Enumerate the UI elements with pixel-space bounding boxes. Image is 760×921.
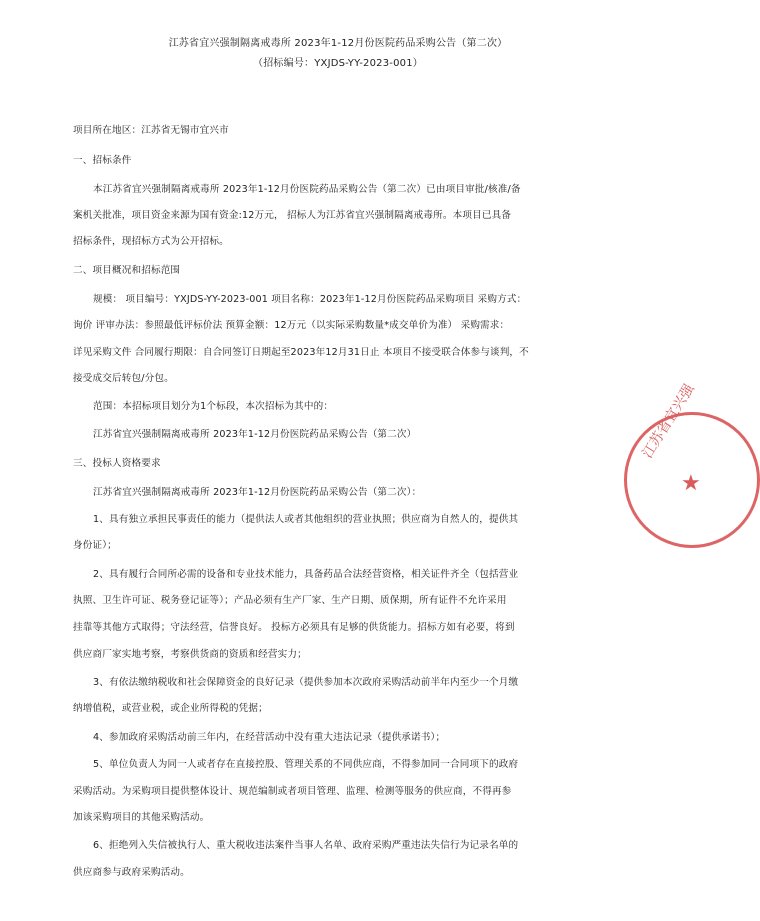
paragraph-line: 加该采购项目的其他采购活动。	[73, 812, 210, 823]
paragraph-line: 3、有依法缴纳税收和社会保障资金的良好记录（提供参加本次政府采购活动前半年内至少一个月缴	[93, 677, 519, 688]
paragraph-line: 招标条件，现招标方式为公开招标。	[73, 236, 229, 247]
paragraph-line: 供应商厂家实地考察，考察供货商的资质和经营实力；	[73, 649, 307, 660]
paragraph-line: 挂靠等其他方式取得；守法经营，信誉良好。 投标方必须具有足够的供货能力。招标方如有必要，将到	[73, 622, 515, 633]
paragraph-line: 纳增值税，或营业税，或企业所得税的凭据；	[73, 703, 268, 714]
section-heading-2: 二、项目概况和招标范围	[73, 265, 181, 276]
section-heading-1: 一、招标条件	[73, 155, 132, 166]
paragraph-line: 身份证）；	[73, 540, 117, 551]
paragraph-line: 江苏省宜兴强制隔离戒毒所 2023年1-12月份医院药品采购公告（第二次）：	[93, 487, 422, 498]
document-title: 江苏省宜兴强制隔离戒毒所 2023年1-12月份医院药品采购公告（第二次）	[168, 38, 508, 49]
seal-text: 江苏省宜兴强	[639, 381, 698, 462]
paragraph-line: 6、拒绝列入失信被执行人、重大税收违法案件当事人名单、政府采购严重违法失信行为记录名单的	[93, 840, 519, 851]
paragraph-line: 供应商参与政府采购活动。	[73, 867, 190, 878]
paragraph-line: 4、参加政府采购活动前三年内，在经营活动中没有重大违法记录（提供承诺书）；	[93, 732, 446, 743]
paragraph-line: 接受成交后转包/分包。	[73, 373, 174, 384]
paragraph-line: 采购活动。为采购项目提供整体设计、规范编制或者项目管理、监理、检测等服务的供应商，不得再参	[73, 786, 512, 797]
bid-number: （招标编号：YXJDS-YY-2023-001）	[253, 58, 423, 69]
seal-star-icon: ★	[681, 471, 701, 496]
paragraph-line: 范围：本招标项目划分为1个标段，本次招标为其中的：	[93, 401, 334, 412]
paragraph-line: 详见采购文件 合同履行期限：自合同签订日期起至2023年12月31日止 本项目不接受联合体参与谈判，不	[73, 347, 529, 358]
paragraph-line: 2、具有履行合同所必需的设备和专业技术能力，具备药品合法经营资格，相关证件齐全（包括营业	[93, 569, 519, 580]
paragraph-line: 江苏省宜兴强制隔离戒毒所 2023年1-12月份医院药品采购公告（第二次）	[93, 429, 417, 440]
project-location: 项目所在地区：江苏省无锡市宜兴市	[73, 125, 229, 136]
paragraph-line: 规模： 项目编号：YXJDS-YY-2023-001 项目名称：2023年1-12月份医院药品采购项目 采购方式：	[93, 294, 527, 305]
paragraph-line: 1、具有独立承担民事责任的能力（提供法人或者其他组织的营业执照；供应商为自然人的，提供其	[93, 514, 519, 525]
paragraph-line: 案机关批准，项目资金来源为国有资金:12万元， 招标人为江苏省宜兴强制隔离戒毒所。本项目已具备	[73, 210, 512, 221]
official-seal	[624, 381, 760, 548]
paragraph-line: 执照、卫生许可证、税务登记证等）；产品必须有生产厂家、生产日期、质保期，所有证件不允许采用	[73, 595, 507, 606]
paragraph-line: 5、单位负责人为同一人或者存在直接控股、管理关系的不同供应商，不得参加同一合同项下的政府	[93, 759, 519, 770]
section-heading-3: 三、投标人资格要求	[73, 458, 161, 469]
paragraph-line: 本江苏省宜兴强制隔离戒毒所 2023年1-12月份医院药品采购公告（第二次）已由项目审批/核准/备	[93, 184, 521, 195]
paragraph-line: 询价 评审办法：参照最低评标价法 预算金额：12万元（以实际采购数量*成交单价为准） 采购需求：	[73, 320, 510, 331]
